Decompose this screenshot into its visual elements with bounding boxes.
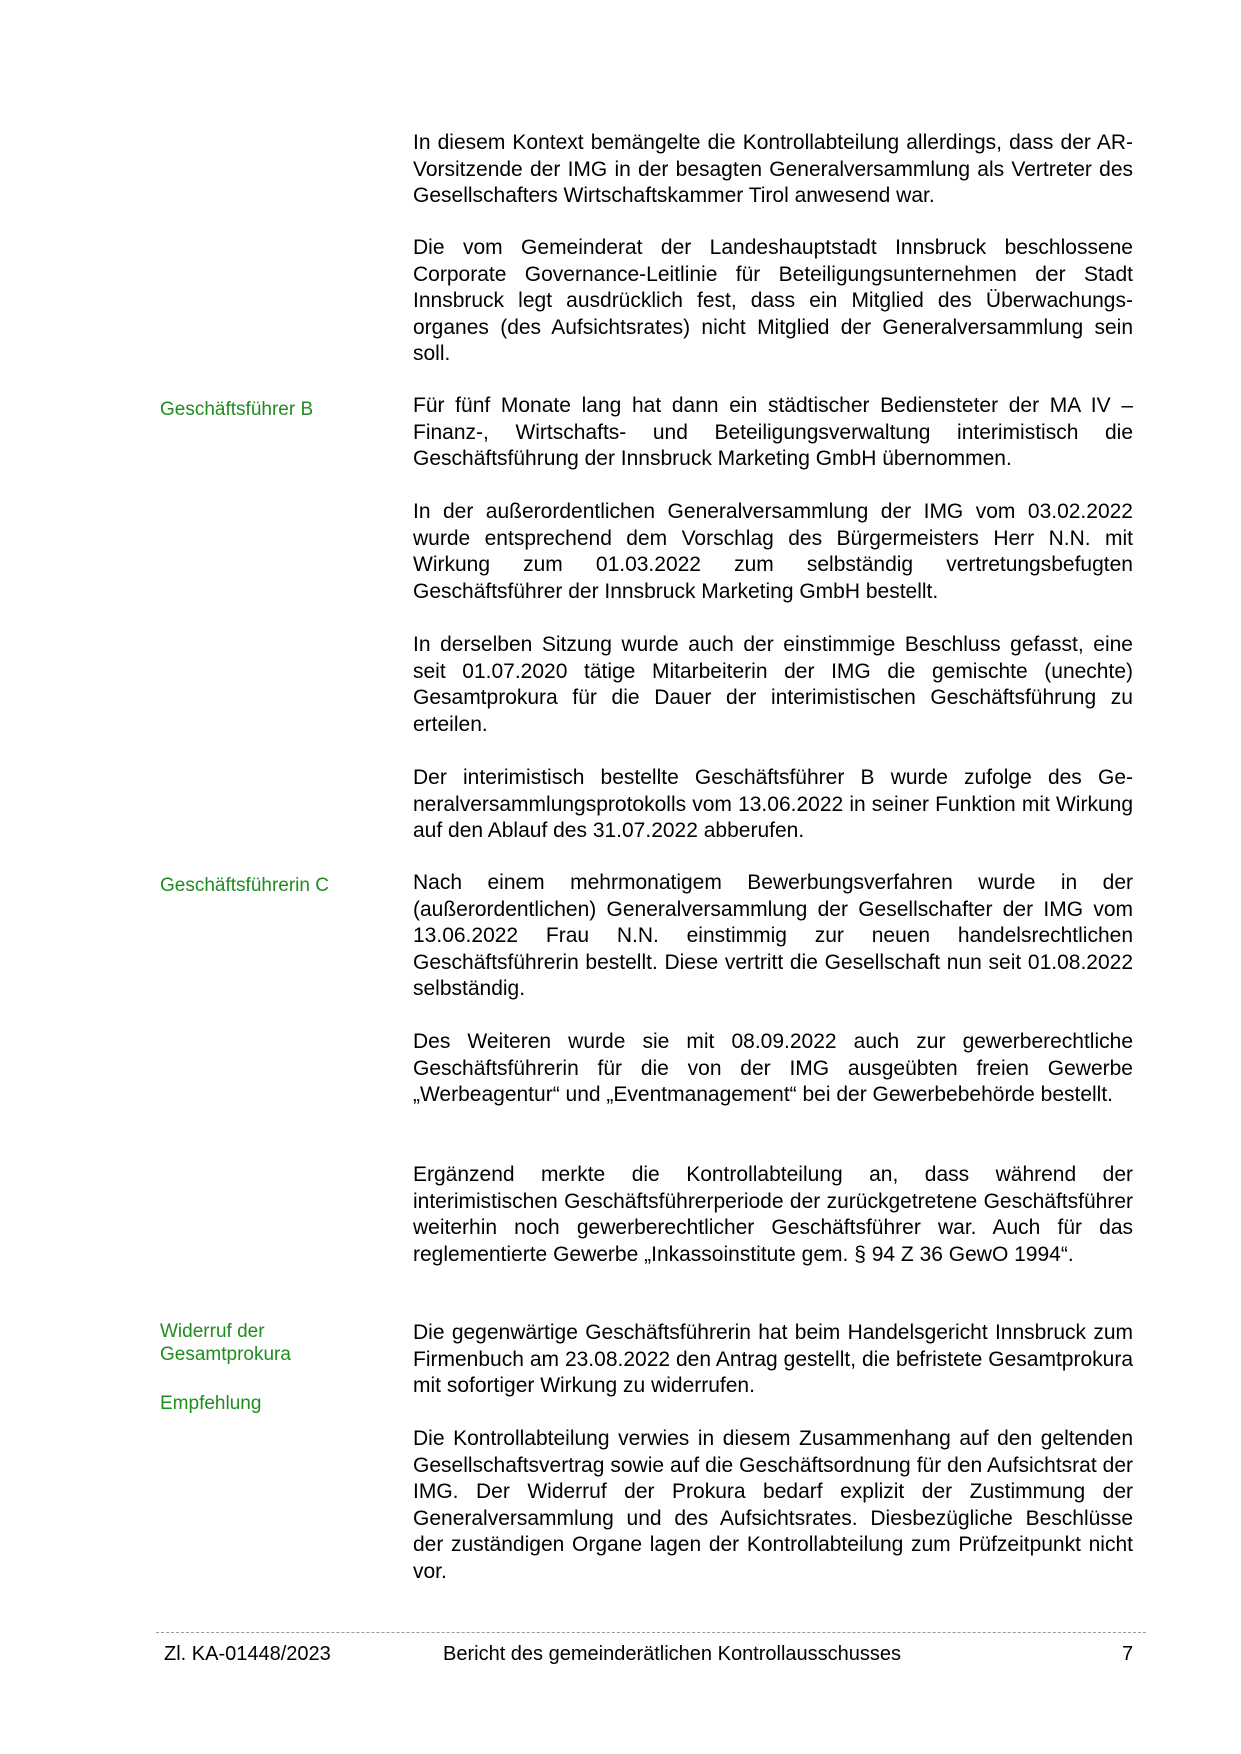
paragraph-10: Die gegenwärtige Geschäftsführerin hat beim Handelsgericht Innsbruck zum Firmenbuch am 23.08.2022 den Antrag gestellt, die befristete Gesamtprokura mit sofortiger Wirkung zu widerrufen.: [413, 1321, 1133, 1398]
paragraph-11: Die Kontrollabteilung verwies in diesem Zusammenhang auf den geltenden Gesellschaftsvertrag sowie auf die Geschäftsordnung für den Aufsichtsrat der IMG. Der Widerruf der Prokura bedarf explizit der Zustimmung der Generalversammlung und des Aufsichtsrates. Diesbezügliche Beschlüsse der zuständigen Organe lagen der Kontrollabteilung zum Prüfzeitpunkt nicht vor.: [413, 1427, 1133, 1583]
margin-label-geschaeftsfuehrer-b: Geschäftsführer B: [160, 399, 314, 420]
paragraph-1: In diesem Kontext bemängelte die Kontrollabteilung allerdings, dass der AR-Vorsitzende der IMG in der besagten Generalversammlung als Vertreter des Gesellschafters Wirtschaftskammer Tirol anwesend war.: [413, 131, 1133, 208]
margin-label-empfehlung: Empfehlung: [160, 1393, 262, 1414]
paragraph-5: In derselben Sitzung wurde auch der einstimmige Beschluss gefasst, eine seit 01.07.2020 tätige Mitarbeiterin der IMG die gemischte (unechte) Gesamtprokura für die Dauer der interimistischen Geschäftsführung zu erteilen.: [413, 633, 1133, 736]
margin-label-widerruf: Widerruf der Gesamtprokura: [160, 1321, 291, 1365]
paragraph-4: In der außerordentlichen Generalversammlung der IMG vom 03.02.2022 wurde entsprechend dem Vorschlag des Bürgermeisters Herr N.N. mit Wirkung zum 01.03.2022 zum selbständig vertretungsbefugten Geschäftsführer der Innsbruck Marketing GmbH bestellt.: [413, 500, 1133, 603]
footer-divider: [156, 1632, 1146, 1633]
paragraph-8: Des Weiteren wurde sie mit 08.09.2022 auch zur gewerberechtliche Geschäftsführerin für die von der IMG ausgeübten freien Gewerbe „Werbeagentur“ und „Eventmanagement“ bei der Gewerbebehörde bestellt.: [413, 1030, 1133, 1107]
paragraph-6: Der interimistisch bestellte Geschäftsführer B wurde zufolge des Generalversammlungsprotokolls vom 13.06.2022 in seiner Funktion mit Wirkung auf den Ablauf des 31.07.2022 abberufen.: [413, 766, 1133, 843]
margin-label-geschaeftsfuehrerin-c: Geschäftsführerin C: [160, 875, 329, 896]
footer-title: Bericht des gemeinderätlichen Kontrollausschusses: [443, 1643, 902, 1665]
paragraph-2: Die vom Gemeinderat der Landeshauptstadt Innsbruck beschlossene Corporate Governance-Leitlinie für Beteiligungsunternehmen der Stadt Innsbruck legt ausdrücklich fest, dass ein Mitglied des Überwachungsorganes (des Aufsichtsrates) nicht Mitglied der Generalversammlung sein soll.: [413, 236, 1133, 366]
paragraph-9: Ergänzend merkte die Kontrollabteilung an, dass während der interimistischen Geschäftsführerperiode der zurückgetretene Geschäftsführer weiterhin noch gewerberechtlicher Geschäftsführer war. Auch für das reglementierte Gewerbe „Inkassoinstitute gem. § 94 Z 36 GewO 1994“.: [413, 1163, 1133, 1266]
paragraph-7: Nach einem mehrmonatigem Bewerbungsverfahren wurde in der (außerordentlichen) Generalversammlung der Gesellschafter der IMG vom 13.06.2022 Frau N.N. einstimmig zur neuen handelsrechtlichen Geschäftsführerin bestellt. Diese vertritt die Gesellschaft nun seit 01.08.2022 selbständig.: [413, 871, 1133, 1001]
footer-reference: Zl. KA-01448/2023: [164, 1643, 331, 1665]
footer-page-number: 7: [1122, 1643, 1134, 1665]
paragraph-3: Für fünf Monate lang hat dann ein städtischer Bediensteter der MA IV – Finanz-, Wirtschafts- und Beteiligungsverwaltung interimistisch die Geschäftsführung der Innsbruck Marketing GmbH übernommen.: [413, 394, 1133, 471]
